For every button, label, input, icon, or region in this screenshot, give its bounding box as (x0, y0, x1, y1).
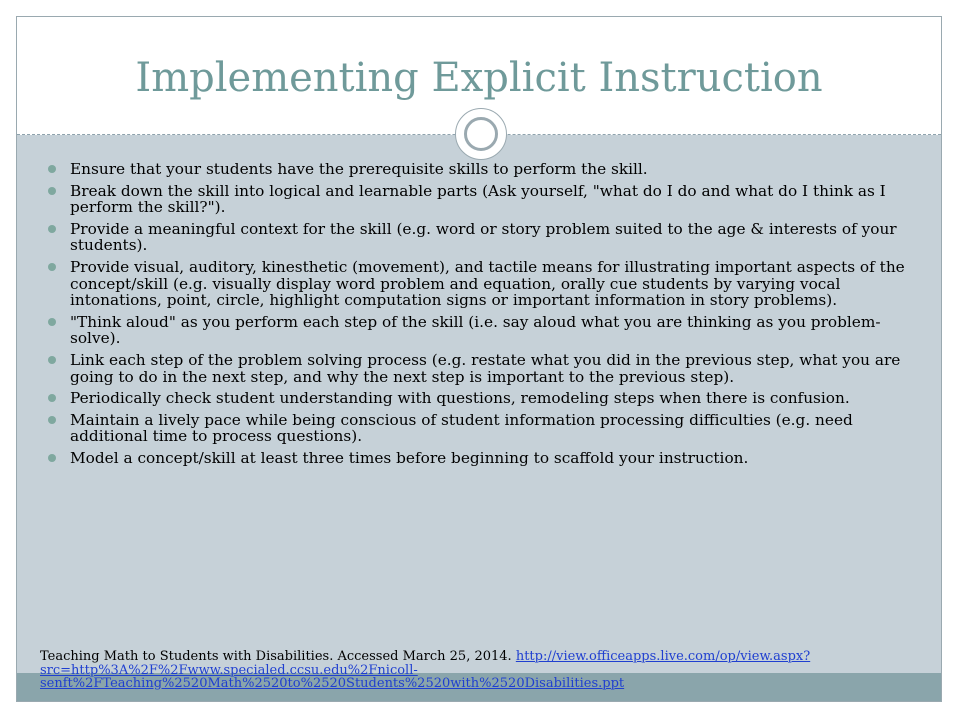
bullet-text: Provide visual, auditory, kinesthetic (movement), and tactile means for illustrating important aspects of the concept/skill (e.g. visually display word problem and equation, orally cue students by varying vocal intonations, point, circle, highlight computation signs or important information in story problems). (70, 257, 905, 310)
bullet-text: Ensure that your students have the prerequisite skills to perform the skill. (70, 160, 648, 178)
bullet-icon (48, 394, 56, 402)
citation-text: Teaching Math to Students with Disabilities. Accessed March 25, 2014. (40, 649, 512, 664)
list-item (48, 221, 920, 254)
bullet-text: Periodically check student understanding with questions, remodeling steps when there is confusion. (70, 389, 850, 408)
list-item (48, 314, 920, 347)
bullet-text: Link each step of the problem solving process (e.g. restate what you did in the previous step, what you are going to do in the next step, and why the next step is important to the previous step). (70, 350, 901, 386)
bullet-text: Break down the skill into logical and learnable parts (Ask yourself, "what do I do and what do I think as I perform the skill?"). (70, 181, 886, 217)
bullet-icon (48, 187, 56, 195)
citation-link[interactable]: http://view.officeapps.live.com/op/view.aspx?src=http%3A%2F%2Fwww.specialed.ccsu.edu%2Fnicoll-senft%2FTeaching%2520Math%2520to%2520Students%2520with%2520Disabilities.ppt (40, 649, 811, 692)
circle-ornament-icon (455, 108, 507, 160)
slide-title: Implementing Explicit Instruction (135, 55, 823, 101)
bullet-text: Model a concept/skill at least three times before beginning to scaffold your instruction. (70, 448, 749, 467)
bullet-icon (48, 318, 56, 326)
bullet-icon (48, 225, 56, 233)
list-item (48, 259, 920, 309)
list-item (48, 183, 920, 216)
bullet-text: "Think aloud" as you perform each step of the skill (i.e. say aloud what you are thinking as you problem-solve). (70, 312, 881, 348)
list-item (48, 352, 920, 385)
bullet-icon (48, 416, 56, 424)
bullet-list (48, 161, 920, 472)
circle-ornament-inner (464, 117, 498, 151)
bullet-icon (48, 263, 56, 271)
list-item (48, 412, 920, 445)
bullet-text: Provide a meaningful context for the skill (e.g. word or story problem suited to the age & interests of your students). (70, 219, 897, 255)
citation (40, 650, 860, 691)
list-item (48, 390, 920, 407)
list-item (48, 450, 920, 467)
list-item (48, 161, 920, 178)
bullet-icon (48, 356, 56, 364)
bullet-text: Maintain a lively pace while being conscious of student information processing difficulties (e.g. need additional time to process questions). (70, 410, 853, 446)
bullet-icon (48, 454, 56, 462)
bullet-icon (48, 165, 56, 173)
